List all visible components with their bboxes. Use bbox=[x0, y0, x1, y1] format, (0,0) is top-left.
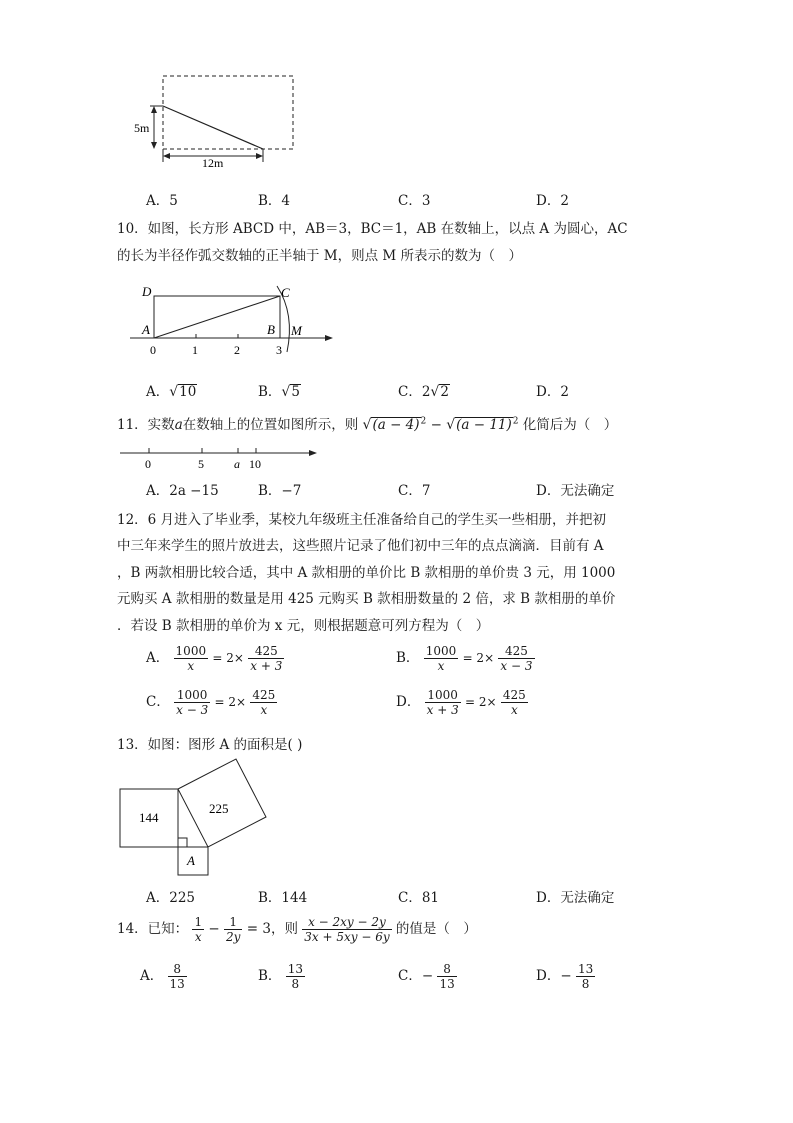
fraction bbox=[174, 688, 210, 717]
equals-times: = 2× bbox=[462, 651, 495, 665]
q13-option-b[interactable]: B．144 bbox=[258, 890, 308, 906]
fig13-label-144: 144 bbox=[139, 810, 159, 825]
q10-option-a-radicand: 10 bbox=[179, 384, 197, 400]
fig10-tick-2: 2 bbox=[234, 343, 240, 357]
denominator: x − 3 bbox=[500, 659, 533, 673]
fraction bbox=[192, 915, 204, 944]
q13-option-c[interactable]: C．81 bbox=[398, 890, 440, 906]
option-label: A． bbox=[146, 650, 170, 666]
numerator: 425 bbox=[498, 644, 534, 659]
q11-minus: − bbox=[430, 417, 442, 433]
q10-option-a[interactable] bbox=[146, 380, 197, 400]
q14-prefix: 14．已知： bbox=[117, 921, 189, 937]
numerator: x − 2xy − 2y bbox=[302, 915, 391, 930]
option-label: D． bbox=[396, 694, 421, 710]
q12-text-line4: 元购买 A 款相册的数量是用 425 元购买 B 款相册数量的 2 倍，求 B 款相册的单价 bbox=[117, 591, 616, 607]
q13-option-d[interactable]: D．无法确定 bbox=[536, 890, 615, 906]
denominator: 8 bbox=[581, 977, 590, 991]
sqrt-symbol: √ bbox=[281, 384, 291, 400]
numerator: 13 bbox=[287, 962, 303, 976]
q14-option-d[interactable] bbox=[536, 962, 595, 991]
numerator: 8 bbox=[437, 962, 456, 977]
fig11-tick-10: 10 bbox=[249, 457, 261, 471]
q10-text-line1: 10．如图，长方形 ABCD 中，AB＝3，BC＝1，AB 在数轴上，以点 A 为圆心，AC bbox=[117, 221, 628, 237]
fig13-label-a: A bbox=[187, 853, 195, 868]
q11-var: a bbox=[174, 417, 183, 433]
q12-text-line1: 12．6 月进入了毕业季，某校九年级班主任准备给自己的学生买一些相册，并把初 bbox=[117, 512, 607, 528]
option-label: C． bbox=[146, 694, 170, 710]
numerator: 1 bbox=[194, 915, 203, 929]
numerator: 1000 bbox=[174, 688, 210, 703]
q10-option-c-radicand: 2 bbox=[440, 384, 449, 400]
numerator: 1000 bbox=[175, 644, 207, 658]
fraction bbox=[437, 962, 456, 991]
fraction bbox=[174, 644, 209, 673]
denominator: x bbox=[187, 659, 195, 673]
q14-option-a[interactable] bbox=[140, 962, 187, 991]
option-label: C． bbox=[398, 968, 422, 984]
q11-exponent-1: 2 bbox=[420, 416, 427, 427]
denominator: x + 3 bbox=[426, 703, 459, 717]
denominator: 3x + 5xy − 6y bbox=[304, 930, 390, 944]
q14-option-b[interactable] bbox=[258, 962, 305, 991]
q12-text-line5: ．若设 B 款相册的单价为 x 元，则根据题意可列方程为（ ） bbox=[117, 618, 490, 634]
q9-figure bbox=[130, 70, 305, 170]
fig9-height-label: 5m bbox=[134, 121, 150, 135]
fraction bbox=[250, 688, 277, 717]
numerator: 13 bbox=[577, 962, 594, 976]
option-label: A． bbox=[140, 968, 164, 984]
q14-equals: = 3，则 bbox=[246, 921, 298, 937]
denominator: x bbox=[437, 659, 445, 673]
q11-question bbox=[117, 413, 617, 433]
q10-option-c-label: C．2 bbox=[398, 384, 431, 400]
sqrt-symbol: √ bbox=[362, 417, 372, 433]
q12-text-line2: 中三年来学生的照片放进去，这些照片记录了他们初中三年的点点滴滴．目前有 A bbox=[117, 538, 604, 554]
fraction bbox=[224, 915, 242, 944]
numerator: 1000 bbox=[425, 688, 461, 703]
q11-mid: 在数轴上的位置如图所示，则 bbox=[182, 417, 359, 433]
numerator: 425 bbox=[248, 644, 284, 659]
q13-text: 13．如图：图形 A 的面积是( ) bbox=[117, 737, 303, 753]
fig10-label-m: M bbox=[291, 323, 302, 338]
fraction bbox=[425, 688, 461, 717]
fig11-tick-5: 5 bbox=[198, 457, 204, 471]
q12-option-b[interactable] bbox=[396, 644, 535, 673]
q10-option-d[interactable]: D．2 bbox=[536, 384, 569, 400]
q10-option-b-radicand: 5 bbox=[291, 384, 300, 400]
fig10-tick-0: 0 bbox=[150, 343, 156, 357]
sqrt-symbol: √ bbox=[446, 417, 456, 433]
equals-times: = 2× bbox=[214, 695, 247, 709]
denominator: 2y bbox=[226, 930, 241, 944]
q10-option-b-label: B． bbox=[258, 384, 282, 400]
fig9-width-label: 12m bbox=[202, 156, 224, 170]
q11-suffix: 化简后为（ ） bbox=[522, 417, 618, 433]
option-label: D． bbox=[536, 968, 561, 984]
sign: − bbox=[421, 968, 434, 984]
q11-option-b[interactable]: B．−7 bbox=[258, 483, 302, 499]
equals-times: = 2× bbox=[465, 695, 497, 709]
q13-figure bbox=[115, 755, 275, 880]
fraction bbox=[168, 962, 187, 991]
fig10-label-a: A bbox=[142, 322, 150, 337]
fig11-tick-0: 0 bbox=[145, 457, 151, 471]
fraction bbox=[576, 962, 595, 991]
q12-option-a[interactable] bbox=[146, 644, 284, 673]
sqrt-symbol: √ bbox=[169, 384, 179, 400]
q11-option-c[interactable]: C．7 bbox=[398, 483, 431, 499]
q14-suffix: 的值是（ ） bbox=[395, 921, 477, 937]
equals-times: = 2× bbox=[212, 651, 244, 665]
denominator: 13 bbox=[439, 977, 455, 991]
q9-option-d[interactable]: D．2 bbox=[536, 193, 569, 209]
q11-option-d[interactable]: D．无法确定 bbox=[536, 483, 615, 499]
q11-prefix: 11．实数 bbox=[117, 417, 175, 433]
fraction bbox=[286, 962, 305, 991]
sign: − bbox=[560, 968, 572, 984]
fraction bbox=[302, 915, 391, 944]
option-label: B． bbox=[258, 968, 282, 984]
q11-option-a[interactable]: A．2a −15 bbox=[146, 483, 219, 499]
q11-radicand-1: (a − 4) bbox=[372, 417, 420, 433]
denominator: x + 3 bbox=[250, 659, 283, 673]
q10-option-a-label: A． bbox=[146, 384, 170, 400]
q10-text-line2: 的长为半径作弧交数轴的正半轴于 M，则点 M 所表示的数为（ ） bbox=[117, 248, 523, 264]
denominator: 8 bbox=[291, 977, 300, 991]
fig11-tick-a: a bbox=[234, 457, 240, 471]
q9-option-c[interactable]: C．3 bbox=[398, 193, 431, 209]
option-label: B． bbox=[396, 650, 420, 666]
denominator: 13 bbox=[169, 977, 185, 991]
denominator: x bbox=[510, 703, 518, 717]
fig10-tick-3: 3 bbox=[276, 343, 282, 357]
q10-figure bbox=[125, 280, 340, 360]
q12-text-line3: ，B 两款相册比较合适，其中 A 款相册的单价比 B 款相册的单价贵 3 元，用 1000 bbox=[117, 565, 616, 581]
numerator: 1 bbox=[224, 915, 242, 930]
denominator: x bbox=[260, 703, 268, 717]
q14-option-c[interactable] bbox=[398, 962, 457, 991]
q12-option-d[interactable] bbox=[396, 688, 528, 717]
fig10-label-b: B bbox=[267, 322, 275, 337]
fig10-tick-1: 1 bbox=[192, 343, 198, 357]
numerator: 425 bbox=[252, 688, 276, 702]
denominator: x − 3 bbox=[176, 703, 209, 717]
fraction bbox=[501, 688, 528, 717]
q13-option-a[interactable]: A．225 bbox=[146, 890, 196, 906]
q10-option-b[interactable] bbox=[258, 380, 301, 400]
q12-option-c[interactable] bbox=[146, 688, 277, 717]
q9-option-b[interactable]: B．4 bbox=[258, 193, 291, 209]
numerator: 8 bbox=[168, 962, 187, 977]
fig10-label-c: C bbox=[281, 285, 290, 300]
fig10-label-d: D bbox=[142, 284, 152, 299]
sqrt-symbol: √ bbox=[430, 384, 440, 400]
denominator: x bbox=[194, 930, 202, 944]
numerator: 425 bbox=[502, 688, 526, 702]
q11-radicand-2: (a − 11) bbox=[456, 417, 512, 433]
fraction bbox=[248, 644, 284, 673]
q11-exponent-2: 2 bbox=[512, 416, 519, 427]
q14-question bbox=[117, 915, 477, 944]
fraction bbox=[498, 644, 534, 673]
fig13-label-225: 225 bbox=[209, 801, 229, 816]
q14-minus: − bbox=[208, 921, 220, 937]
numerator: 1000 bbox=[425, 644, 457, 658]
q10-option-c[interactable] bbox=[398, 380, 450, 400]
fraction bbox=[424, 644, 459, 673]
q11-number-line bbox=[118, 442, 323, 472]
q9-option-a[interactable]: A．5 bbox=[146, 193, 178, 209]
